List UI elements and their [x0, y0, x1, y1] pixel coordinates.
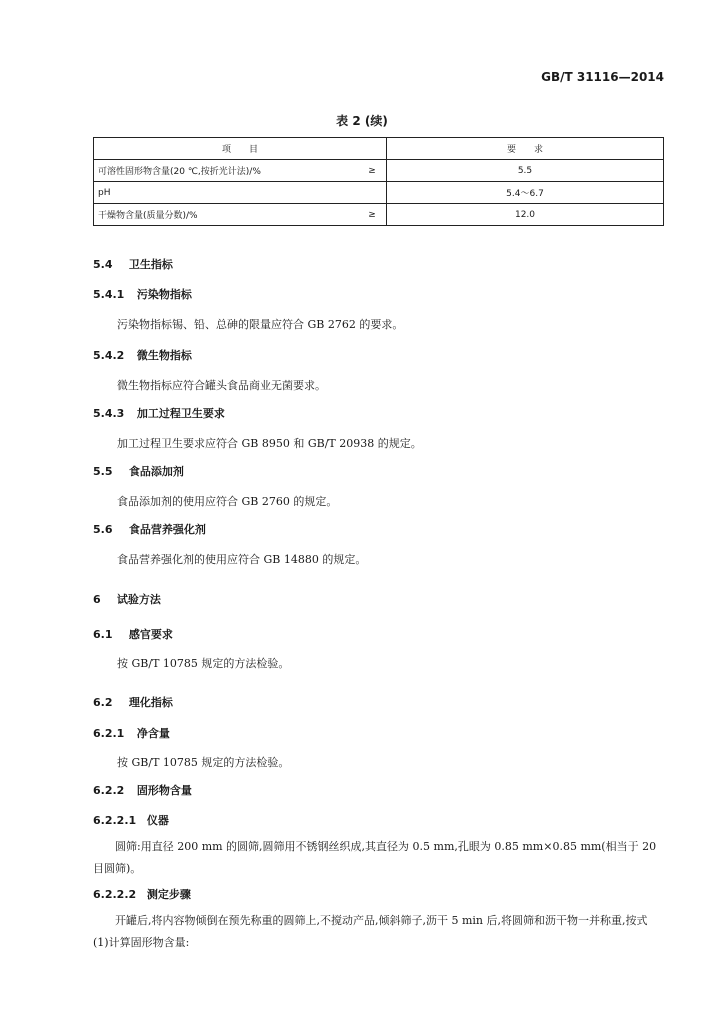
section-text: 加工过程卫生要求应符合 GB 8950 和 GB/T 20938 的规定。 [117, 437, 422, 450]
section-title: 净含量 [136, 727, 170, 740]
row-value: 5.5 [387, 160, 664, 182]
section-number: 6.2.2 [93, 784, 125, 797]
section-title: 污染物指标 [136, 288, 192, 301]
section-paragraph: 开罐后,将内容物倾倒在预先称重的圆筛上,不搅动产品,倾斜筛子,沥干 5 min 后,将圆筛和沥干物一并称重,按式(1)计算固形物含量: [93, 914, 648, 949]
section-title: 微生物指标 [136, 349, 192, 362]
section-text: 按 GB/T 10785 规定的方法检验。 [117, 657, 290, 670]
section-number: 6 [93, 593, 101, 606]
section-number: 5.5 [93, 465, 113, 478]
row-symbol: ≥ [358, 204, 387, 226]
row-item: pH [94, 182, 359, 204]
section-heading [93, 405, 225, 421]
requirements-table [93, 137, 664, 226]
section-heading [93, 286, 192, 302]
section-title: 固形物含量 [136, 784, 192, 797]
section-heading [93, 626, 173, 642]
section-title: 仪器 [146, 814, 169, 827]
section-number: 5.4.1 [93, 288, 125, 301]
section-heading [93, 886, 191, 902]
row-value: 5.4～6.7 [387, 182, 664, 204]
row-item: 可溶性固形物含量(20 ℃,按折光计法)/% [94, 160, 359, 182]
section-title: 食品营养强化剂 [128, 523, 206, 536]
section-text: 食品添加剂的使用应符合 GB 2760 的规定。 [117, 495, 338, 508]
table-row [94, 160, 664, 182]
section-text: 按 GB/T 10785 规定的方法检验。 [117, 756, 290, 769]
section-title: 卫生指标 [128, 258, 173, 271]
header-requirement: 要 求 [387, 138, 664, 160]
section-title: 食品添加剂 [128, 465, 184, 478]
section-number: 6.2.2.1 [93, 814, 137, 827]
table-header-row [94, 138, 664, 160]
section-title: 感官要求 [128, 628, 173, 641]
row-symbol: ≥ [358, 160, 387, 182]
section-heading [93, 812, 169, 828]
section-text: 污染物指标锡、铅、总砷的限量应符合 GB 2762 的要求。 [117, 318, 404, 331]
section-number: 6.1 [93, 628, 113, 641]
section-paragraph: 圆筛:用直径 200 mm 的圆筛,圆筛用不锈钢丝织成,其直径为 0.5 mm,孔眼为 0.85 mm×0.85 mm(相当于 20 目圆筛)。 [93, 840, 657, 875]
section-number: 5.4.3 [93, 407, 125, 420]
section-text: 食品营养强化剂的使用应符合 GB 14880 的规定。 [117, 553, 367, 566]
section-heading [93, 725, 170, 741]
standard-number: GB/T 31116—2014 [541, 70, 664, 84]
section-heading [93, 782, 192, 798]
section-heading [93, 463, 184, 479]
section-title: 试验方法 [116, 593, 161, 606]
section-heading [93, 521, 206, 537]
row-value: 12.0 [387, 204, 664, 226]
row-item: 干燥物含量(质量分数)/% [94, 204, 359, 226]
section-heading [93, 347, 192, 363]
section-title: 理化指标 [128, 696, 173, 709]
table-row [94, 204, 664, 226]
section-text: 微生物指标应符合罐头食品商业无菌要求。 [117, 379, 326, 392]
row-symbol [358, 182, 387, 204]
table-row [94, 182, 664, 204]
section-number: 6.2.1 [93, 727, 125, 740]
section-number: 5.6 [93, 523, 113, 536]
section-title: 测定步骤 [146, 888, 191, 901]
section-number: 5.4.2 [93, 349, 125, 362]
section-number: 6.2.2.2 [93, 888, 137, 901]
section-number: 6.2 [93, 696, 113, 709]
section-heading [93, 694, 173, 710]
table-caption: 表 2 (续) [336, 114, 388, 128]
section-title: 加工过程卫生要求 [136, 407, 225, 420]
section-heading [93, 591, 161, 607]
section-heading [93, 256, 173, 272]
header-item: 项 目 [94, 138, 387, 160]
section-number: 5.4 [93, 258, 113, 271]
